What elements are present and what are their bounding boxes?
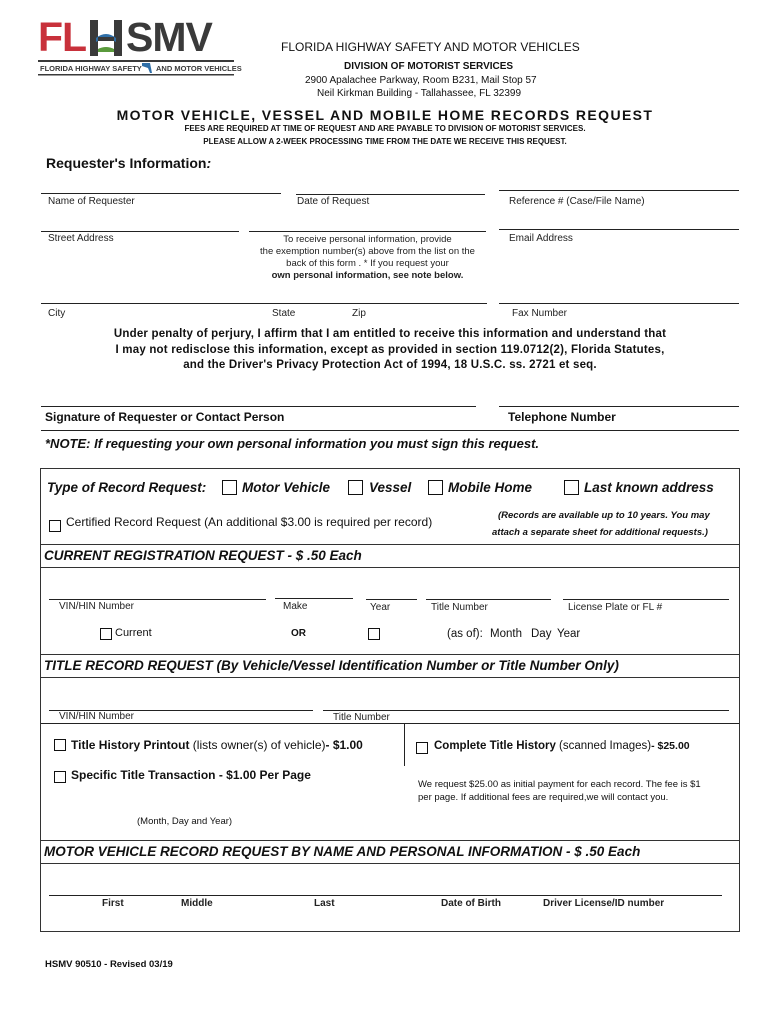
certified-record-checkbox[interactable] bbox=[49, 520, 61, 532]
cr-vin-field[interactable] bbox=[49, 599, 266, 600]
requester-heading-text: Requester's Information bbox=[46, 155, 207, 171]
email-address-field[interactable] bbox=[499, 229, 739, 230]
current-checkbox[interactable] bbox=[100, 628, 112, 640]
signature-field[interactable] bbox=[41, 406, 476, 407]
certified-record-label: Certified Record Request (An additional $3.00 is required per record) bbox=[66, 515, 433, 529]
agency-name: FLORIDA HIGHWAY SAFETY AND MOTOR VEHICLES bbox=[281, 40, 580, 54]
telephone-label: Telephone Number bbox=[508, 410, 616, 424]
email-address-label: Email Address bbox=[509, 233, 573, 244]
middle-name-label: Middle bbox=[181, 898, 213, 909]
specific-transaction-label: Specific Title Transaction - $1.00 Per Page bbox=[71, 768, 311, 782]
reference-field[interactable] bbox=[499, 190, 739, 191]
cr-make-label: Make bbox=[283, 601, 308, 612]
exemption-line-4: own personal information, see note below. bbox=[271, 270, 464, 281]
driver-license-label: Driver License/ID number bbox=[543, 898, 665, 909]
street-address-label: Street Address bbox=[48, 233, 114, 244]
cr-year-field[interactable] bbox=[366, 599, 417, 600]
availability-line-1: (Records are available up to 10 years. You may bbox=[498, 510, 710, 521]
tr-vin-label: VIN/HIN Number bbox=[59, 711, 135, 722]
city-label: City bbox=[48, 308, 66, 319]
title-options-rule bbox=[41, 723, 739, 724]
first-name-label: First bbox=[102, 898, 124, 909]
cr-year-label: Year bbox=[370, 602, 391, 613]
logo bbox=[38, 14, 242, 82]
fees-note: FEES ARE REQUIRED AT TIME OF REQUEST AND ARE PAYABLE TO DIVISION OF MOTORIST SERVICES. bbox=[184, 124, 586, 133]
as-of-checkbox[interactable] bbox=[368, 628, 380, 640]
as-of-month-label: Month bbox=[490, 628, 522, 640]
date-of-request-label: Date of Request bbox=[297, 196, 370, 207]
tr-title-label: Title Number bbox=[333, 712, 390, 723]
title-record-header bbox=[40, 654, 739, 678]
last-known-address-checkbox[interactable] bbox=[564, 480, 579, 495]
as-of-label: (as of): bbox=[447, 628, 483, 640]
mvr-by-name-header bbox=[40, 840, 739, 864]
perjury-line-2: I may not redisclose this information, except as provided in section 119.0712(2), Florida Statutes, bbox=[115, 344, 665, 356]
vessel-label: Vessel bbox=[369, 480, 412, 495]
tr-title-field[interactable] bbox=[323, 710, 729, 711]
title-history-normal: (lists owner(s) of vehicle) bbox=[189, 738, 326, 752]
signature-label: Signature of Requester or Contact Person bbox=[45, 410, 285, 424]
vessel-checkbox[interactable] bbox=[348, 480, 363, 495]
agency-address-1: 2900 Apalachee Parkway, Room B231, Mail Stop 57 bbox=[305, 75, 537, 86]
city-state-zip-field[interactable] bbox=[41, 303, 487, 304]
requester-heading bbox=[46, 155, 211, 171]
requester-heading-colon: : bbox=[206, 155, 212, 171]
or-label: OR bbox=[291, 628, 306, 639]
perjury-line-3: and the Driver's Privacy Protection Act of 1994, 18 U.S.C. ss. 2721 et seq. bbox=[183, 359, 597, 371]
date-hint: (Month, Day and Year) bbox=[137, 816, 233, 827]
title-history-checkbox[interactable] bbox=[54, 739, 66, 751]
mvr-name-field[interactable] bbox=[49, 895, 722, 896]
current-registration-header bbox=[40, 544, 739, 568]
mobile-home-checkbox[interactable] bbox=[428, 480, 443, 495]
exemption-line-2: the exemption number(s) above from the list on the bbox=[260, 246, 475, 257]
perjury-line-1: Under penalty of perjury, I affirm that I am entitled to receive this information and understand that bbox=[113, 328, 667, 340]
mvr-by-name-heading: MOTOR VEHICLE RECORD REQUEST BY NAME AND PERSONAL INFORMATION - $ .50 Each bbox=[44, 844, 641, 859]
payment-line-2: per page. If additional fees are required,we will contact you. bbox=[418, 792, 669, 803]
logo-tagline-right: AND MOTOR VEHICLES bbox=[156, 64, 242, 73]
title-history-label bbox=[71, 738, 363, 752]
signature-bottom-rule bbox=[41, 430, 739, 431]
title-history-price: - $1.00 bbox=[325, 738, 363, 752]
motor-vehicle-label: Motor Vehicle bbox=[242, 480, 331, 495]
cr-plate-field[interactable] bbox=[563, 599, 729, 600]
agency-address-2: Neil Kirkman Building - Tallahassee, FL 32399 bbox=[317, 88, 521, 99]
complete-title-history-label bbox=[434, 740, 690, 752]
form-number: HSMV 90510 - Revised 03/19 bbox=[45, 959, 173, 970]
exemption-number-field[interactable] bbox=[249, 231, 486, 232]
exemption-line-3: back of this form . * If you request your bbox=[286, 258, 449, 269]
cr-title-label: Title Number bbox=[431, 602, 488, 613]
last-name-label: Last bbox=[314, 898, 335, 909]
motor-vehicle-checkbox[interactable] bbox=[222, 480, 237, 495]
last-known-address-label: Last known address bbox=[584, 480, 714, 495]
own-info-note: *NOTE: If requesting your own personal information you must sign this request. bbox=[45, 436, 540, 451]
cr-vin-label: VIN/HIN Number bbox=[59, 601, 135, 612]
reference-label: Reference # (Case/File Name) bbox=[509, 196, 645, 207]
name-of-requester-label: Name of Requester bbox=[48, 196, 135, 207]
current-registration-heading: CURRENT REGISTRATION REQUEST - $ .50 Each bbox=[44, 548, 362, 563]
availability-line-2: attach a separate sheet for additional requests.) bbox=[492, 527, 708, 538]
complete-title-bold: Complete Title History bbox=[434, 740, 556, 752]
cr-make-field[interactable] bbox=[275, 598, 353, 599]
as-of-year-label: Year bbox=[557, 628, 581, 640]
exemption-line-1: To receive personal information, provide bbox=[283, 234, 452, 245]
state-label: State bbox=[272, 308, 296, 319]
as-of-day-label: Day bbox=[531, 628, 552, 640]
processing-note: PLEASE ALLOW A 2-WEEK PROCESSING TIME FROM THE DATE WE RECEIVE THIS REQUEST. bbox=[203, 137, 567, 146]
zip-label: Zip bbox=[352, 308, 366, 319]
logo-wordmark-left: FL bbox=[38, 14, 87, 60]
name-of-requester-field[interactable] bbox=[41, 193, 281, 194]
complete-title-price: - $25.00 bbox=[651, 740, 690, 752]
record-type-label: Type of Record Request: bbox=[47, 480, 207, 495]
mobile-home-label: Mobile Home bbox=[448, 480, 533, 495]
cr-plate-label: License Plate or FL # bbox=[568, 602, 663, 613]
street-address-field[interactable] bbox=[41, 231, 239, 232]
payment-line-1: We request $25.00 as initial payment for each record. The fee is $1 bbox=[418, 779, 701, 790]
title-options-divider bbox=[404, 723, 405, 766]
form-title: MOTOR VEHICLE, VESSEL AND MOBILE HOME RECORDS REQUEST bbox=[116, 107, 654, 123]
complete-title-normal: (scanned Images) bbox=[555, 740, 652, 752]
agency-division: DIVISION OF MOTORIST SERVICES bbox=[344, 61, 514, 72]
date-of-request-field[interactable] bbox=[296, 194, 485, 195]
complete-title-history-checkbox[interactable] bbox=[416, 742, 428, 754]
specific-transaction-checkbox[interactable] bbox=[54, 771, 66, 783]
title-history-bold: Title History Printout bbox=[71, 738, 190, 752]
fax-number-label: Fax Number bbox=[512, 308, 568, 319]
title-record-heading: TITLE RECORD REQUEST (By Vehicle/Vessel Identification Number or Title Number Only) bbox=[44, 658, 619, 673]
logo-wordmark-right: SMV bbox=[126, 14, 212, 60]
current-label: Current bbox=[115, 627, 152, 639]
telephone-field[interactable] bbox=[499, 406, 739, 407]
date-of-birth-label: Date of Birth bbox=[441, 898, 501, 909]
fax-number-field[interactable] bbox=[499, 303, 739, 304]
cr-title-field[interactable] bbox=[426, 599, 551, 600]
logo-tagline-left: FLORIDA HIGHWAY SAFETY bbox=[40, 64, 142, 73]
